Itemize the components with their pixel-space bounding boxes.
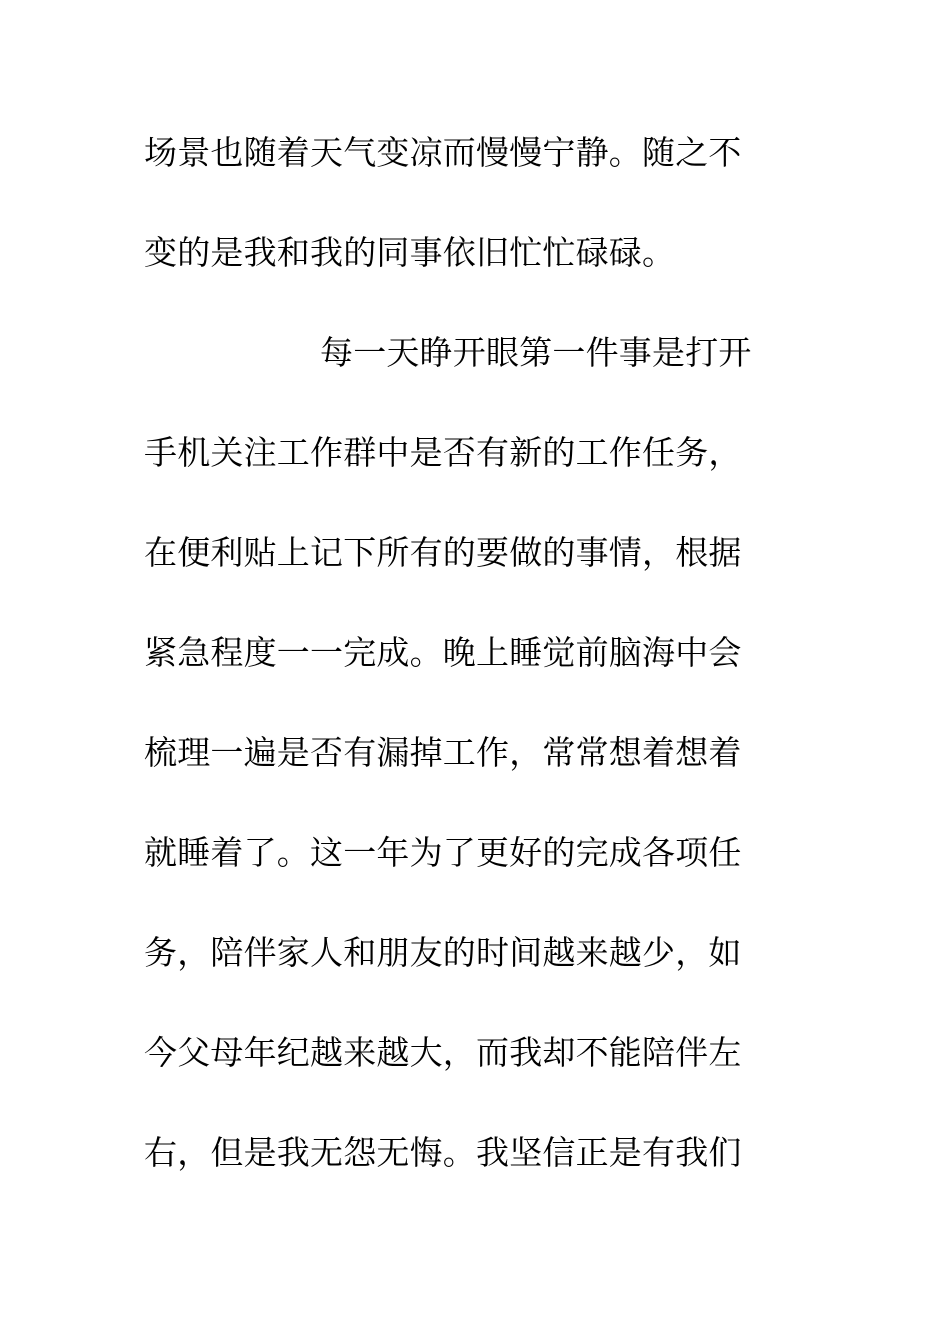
- text-line: 就睡着了。这一年为了更好的完成各项任: [144, 833, 742, 872]
- text-line: 变的是我和我的同事依旧忙忙碌碌。: [144, 233, 676, 272]
- paragraph-first-line: 每一天睁开眼第一件事是打开: [320, 333, 752, 372]
- text-line: 梳理一遍是否有漏掉工作，常常想着想着: [144, 733, 742, 772]
- text-line: 在便利贴上记下所有的要做的事情，根据: [144, 533, 742, 572]
- text-line: 手机关注工作群中是否有新的工作任务，: [144, 433, 742, 472]
- text-line: 右，但是我无怨无悔。我坚信正是有我们: [144, 1133, 742, 1172]
- text-line: 务，陪伴家人和朋友的时间越来越少，如: [144, 933, 742, 972]
- text-line: 今父母年纪越来越大，而我却不能陪伴左: [144, 1033, 742, 1072]
- text-line: 场景也随着天气变凉而慢慢宁静。随之不: [144, 133, 742, 172]
- text-line: 紧急程度一一完成。晚上睡觉前脑海中会: [144, 633, 742, 672]
